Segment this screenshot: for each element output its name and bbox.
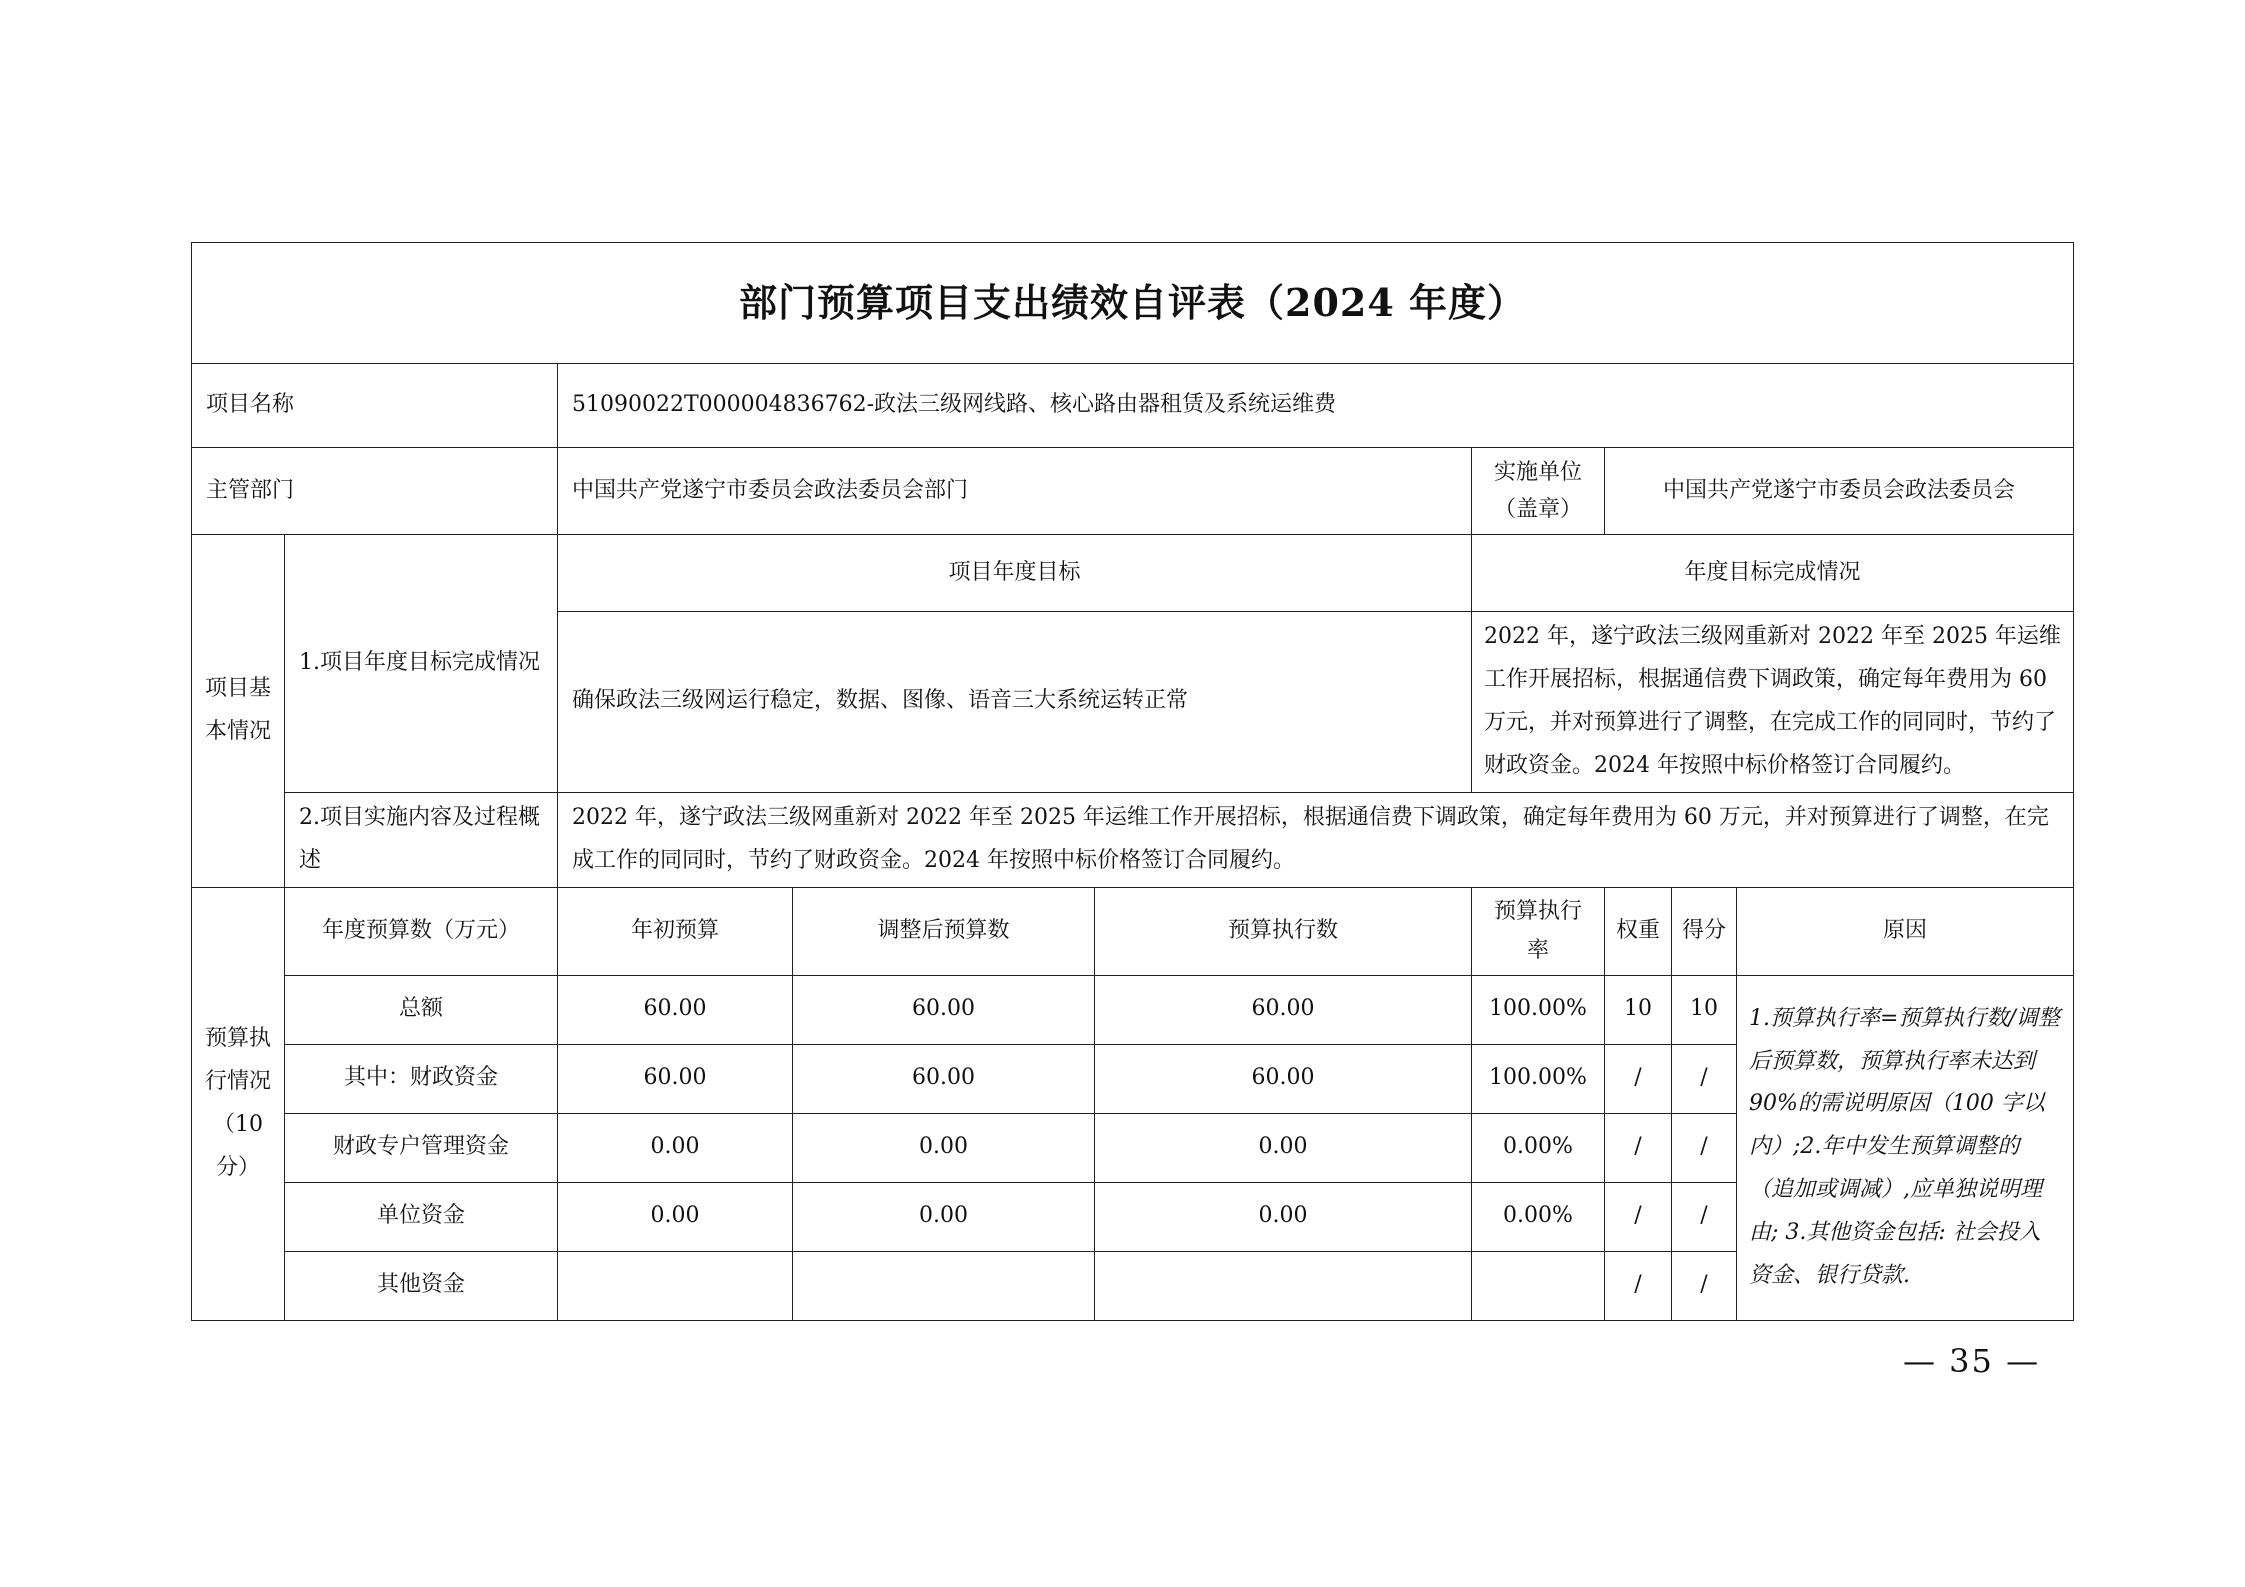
row-executed: 60.00 (1095, 975, 1472, 1044)
row-score: / (1672, 1113, 1737, 1182)
row-rate: 0.00% (1472, 1182, 1605, 1251)
row-adjusted: 0.00 (793, 1182, 1095, 1251)
annual-goal-text: 确保政法三级网运行稳定，数据、图像、语音三大系统运转正常 (558, 612, 1472, 793)
row-initial: 0.00 (558, 1113, 793, 1182)
dept-value: 中国共产党遂宁市委员会政法委员会部门 (558, 448, 1472, 535)
table-row (192, 975, 2074, 1044)
row-rate: 0.00% (1472, 1113, 1605, 1182)
goal-completion-label: 1.项目年度目标完成情况 (285, 535, 558, 793)
header-weight: 权重 (1605, 887, 1672, 975)
row-weight: / (1605, 1182, 1672, 1251)
row-adjusted: 60.00 (793, 1044, 1095, 1113)
reason-note: 1.预算执行率=预算执行数/调整后预算数，预算执行率未达到 90%的需说明原因（100 字以内）;2.年中发生预算调整的（追加或调减）,应单独说明理由; 3.其他资金包括: 社会投入资金、银行贷款. (1737, 975, 2074, 1320)
row-name: 单位资金 (285, 1182, 558, 1251)
row-initial: 60.00 (558, 1044, 793, 1113)
header-reason: 原因 (1737, 887, 2074, 975)
row-adjusted: 60.00 (793, 975, 1095, 1044)
header-execution-rate: 预算执行率 (1472, 887, 1605, 975)
implementing-unit-label-line2: （盖章） (1493, 497, 1582, 522)
row-executed (1095, 1251, 1472, 1320)
row-rate: 100.00% (1472, 1044, 1605, 1113)
row-name: 其他资金 (285, 1251, 558, 1320)
performance-evaluation-table (191, 242, 2074, 1321)
row-rate (1472, 1251, 1605, 1320)
project-name-label: 项目名称 (192, 364, 558, 448)
row-name: 总额 (285, 975, 558, 1044)
row-score: / (1672, 1251, 1737, 1320)
row-weight: / (1605, 1113, 1672, 1182)
row-weight: / (1605, 1044, 1672, 1113)
header-adjusted-budget: 调整后预算数 (793, 887, 1095, 975)
row-rate: 100.00% (1472, 975, 1605, 1044)
row-initial: 0.00 (558, 1182, 793, 1251)
table-title: 部门预算项目支出绩效自评表（2024 年度） (192, 243, 2074, 364)
header-year-budget: 年度预算数（万元） (285, 887, 558, 975)
header-initial-budget: 年初预算 (558, 887, 793, 975)
row-executed: 60.00 (1095, 1044, 1472, 1113)
basic-section-label: 项目基本情况 (192, 535, 285, 888)
budget-section-label: 预算执行情况（10分） (192, 887, 285, 1320)
project-name-value: 51090022T000004836762-政法三级网线路、核心路由器租赁及系统运维费 (558, 364, 2074, 448)
row-executed: 0.00 (1095, 1113, 1472, 1182)
row-weight: / (1605, 1251, 1672, 1320)
implementing-unit-value: 中国共产党遂宁市委员会政法委员会 (1605, 448, 2074, 535)
row-adjusted: 0.00 (793, 1113, 1095, 1182)
goal-completion-text: 2022 年，遂宁政法三级网重新对 2022 年至 2025 年运维工作开展招标，根据通信费下调政策，确定每年费用为 60 万元，并对预算进行了调整，在完成工作的同同时，节约了财政资金。2024 年按照中标价格签订合同履约。 (1472, 612, 2074, 793)
row-weight: 10 (1605, 975, 1672, 1044)
row-executed: 0.00 (1095, 1182, 1472, 1251)
page-number: — 35 — (1903, 1342, 2041, 1380)
row-adjusted (793, 1251, 1095, 1320)
row-initial (558, 1251, 793, 1320)
row-score: / (1672, 1182, 1737, 1251)
header-score: 得分 (1672, 887, 1737, 975)
implementation-label: 2.项目实施内容及过程概述 (285, 792, 558, 887)
row-name: 财政专户管理资金 (285, 1113, 558, 1182)
row-score: 10 (1672, 975, 1737, 1044)
implementation-text: 2022 年，遂宁政法三级网重新对 2022 年至 2025 年运维工作开展招标，根据通信费下调政策，确定每年费用为 60 万元，并对预算进行了调整，在完成工作的同同时，节约了财政资金。2024 年按照中标价格签订合同履约。 (558, 792, 2074, 887)
implementing-unit-label-line1: 实施单位 (1493, 459, 1582, 485)
goal-completion-header: 年度目标完成情况 (1472, 535, 2074, 612)
implementing-unit-label (1472, 448, 1605, 535)
dept-label: 主管部门 (192, 448, 558, 535)
row-initial: 60.00 (558, 975, 793, 1044)
row-score: / (1672, 1044, 1737, 1113)
annual-goal-header: 项目年度目标 (558, 535, 1472, 612)
header-executed-budget: 预算执行数 (1095, 887, 1472, 975)
row-name: 其中：财政资金 (285, 1044, 558, 1113)
